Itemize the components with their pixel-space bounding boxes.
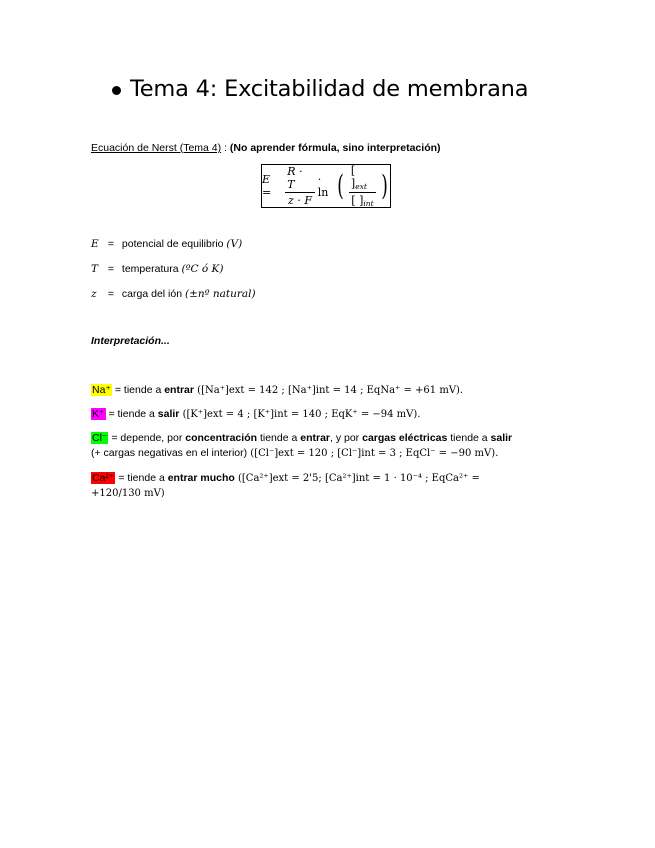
ion-na-label: Na⁺ bbox=[92, 384, 111, 396]
formula-fraction bbox=[285, 165, 314, 207]
ion-cl: Cl⁻ = depende, por concentración tiende a entrar, y por cargas eléctricas tiende a salir (+ cargas negativas en el interior) ([Cl⁻]ext = 120 ; [Cl⁻]int = 3 ; EqCl⁻ = −90 mV). bbox=[91, 432, 513, 459]
bullet-icon bbox=[112, 86, 121, 95]
title-row bbox=[112, 76, 528, 102]
formula-conc-ext: [ ]$_{ext}$ bbox=[349, 164, 376, 193]
formula-ln: · ln bbox=[317, 173, 329, 199]
ion-k-label: K⁺ bbox=[92, 408, 105, 420]
formula-concentration-fraction bbox=[349, 164, 376, 208]
ion-ca-line2: +120/130 mV) bbox=[91, 488, 165, 499]
definition-e: E = potencial de equilibrio (V) bbox=[91, 238, 243, 250]
formula-denominator: z · F bbox=[288, 194, 312, 207]
definition-z: z = carga del ión (±nº natural) bbox=[91, 288, 256, 300]
left-paren-icon: ( bbox=[337, 169, 344, 202]
ion-k: K⁺ = tiende a salir ([K⁺]ext = 4 ; [K⁺]int = 140 ; EqK⁺ = −94 mV). bbox=[92, 408, 421, 420]
formula-conc-int: [ ]$_{int}$ bbox=[351, 194, 374, 208]
definition-t: T = temperatura (ºC ó K) bbox=[91, 263, 224, 275]
right-paren-icon: ) bbox=[381, 169, 388, 202]
nerst-formula bbox=[261, 164, 391, 208]
ion-cl-label: Cl⁻ bbox=[92, 432, 108, 444]
interpretacion-heading: Interpretación... bbox=[91, 335, 170, 347]
ion-ca-label: Ca²⁺ bbox=[92, 472, 115, 484]
nerst-heading bbox=[91, 142, 441, 154]
page-title: Tema 4: Excitabilidad de membrana bbox=[130, 76, 529, 102]
nerst-link-text: Ecuación de Nerst (Tema 4) bbox=[91, 142, 222, 154]
ion-na: Na⁺ = tiende a entrar ([Na⁺]ext = 142 ; [Na⁺]int = 14 ; EqNa⁺ = +61 mV). bbox=[92, 384, 464, 396]
nerst-note: (No aprender fórmula, sino interpretación) bbox=[229, 142, 441, 154]
ion-ca: Ca²⁺ = tiende a entrar mucho ([Ca²⁺]ext = 2'5; [Ca²⁺]int = 1 · 10⁻⁴ ; EqCa²⁺ = +120/130 mV) bbox=[91, 472, 480, 499]
formula-numerator: R · T bbox=[285, 165, 314, 193]
formula-lhs: E = bbox=[262, 173, 272, 199]
ion-cl-line2: (+ cargas negativas en el interior) bbox=[91, 447, 248, 459]
nerst-sep: : bbox=[221, 142, 230, 154]
